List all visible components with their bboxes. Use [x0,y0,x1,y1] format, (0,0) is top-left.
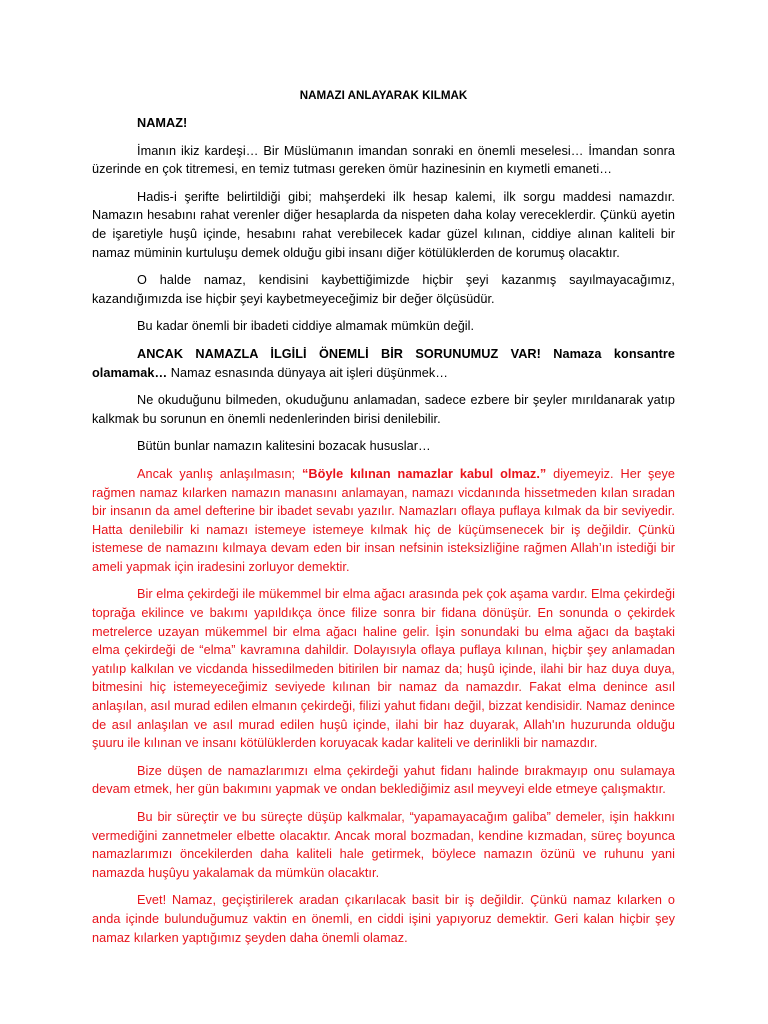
paragraph-5 [92,345,675,382]
section-heading: NAMAZ! [137,116,188,130]
paragraph-8-rest: diyemeyiz. Her şeye rağmen namaz kılarken namazın manasını anlamayan, namazı vicdanında hissetmeden kılan sıradan bir insanın da amel defterine bir ibadet sevabı yazılır. Namazları oflaya puflaya kılmak da bir seviyedir. Hatta denilebilir ki namazı istemeye istemeye kılmak hiç de küçümsenecek bir iş değildir. Çünkü istemese de namazını kılmaya devam eden bir insan nefsinin isteksizliğine rağmen Allah’ın istediği bir ameli yapmak için iradesini zorluyor demektir. [92,466,675,574]
paragraph-8 [92,465,675,577]
paragraph-11: Bu bir süreçtir ve bu süreçte düşüp kalkmalar, “yapamayacağım galiba” demeler, işin hakkını vermediğini zannetmeler elbette olacaktır. Ancak moral bozmadan, kendine kızmadan, süreç boyunca namazlarımızı öncekilerden daha kaliteli hale getirmek, böylece namazın özünü ve ruhunu yani namazda huşûyu yakalamak da mümkün olacaktır. [92,810,675,880]
problem-statement: ANCAK NAMAZLA İLGİLİ ÖNEMLİ BİR SORUNUMUZ VAR! Namaza konsantre olamamak… [92,346,675,380]
paragraph-9: Bir elma çekirdeği ile mükemmel bir elma ağacı arasında pek çok aşama vardır. Elma çekirdeği toprağa ekilince ve bakımı yapıldıkça önce filize sonra bir fidana dönüşür. En sonunda o çekirdek metrelerce uzayan mükemmel bir elma ağacı haline gelir. İşin sonundaki bu elma ağacı da baştaki elma çekirdeği de “elma” kavramına dahildir. Dolayısıyla oflaya puflaya kılınan, hiçbir şey anlamadan yatılıp kalkılan ve vicdanda hissedilmeden bitirilen bir namaz da; huşû içinde, ilahi bir haz duya duya, bitmesini hiç istemeyeceğimiz seviyede kılınan bir namaz da namazdır. Fakat elma denince asıl anlaşılan, asıl murad edilen elmanın çekirdeği, filizi yahut fidanı değil, bizzat kendisidir. Namaz denince de asıl anlaşılan ve asıl murad edilen huşû içinde, ilahi bir haz duyarak, Allah'ın huzurunda olduğu şuuru ile kılınan ve insanı kötülüklerden koruyacak kadar kaliteli ve derinlikli bir namazdır. [92,587,675,751]
document-title: NAMAZI ANLAYARAK KILMAK [299,89,468,102]
paragraph-8-start: Ancak yanlış anlaşılmasın; [137,466,303,481]
paragraph-6: Ne okuduğunu bilmeden, okuduğunu anlamadan, sadece ezbere bir şeyler mırıldanarak yatıp kalkmak bu sorunun en önemli nedenlerinden birisi denilebilir. [92,393,675,426]
paragraph-4: Bu kadar önemli bir ibadeti ciddiye almamak mümkün değil. [137,319,475,334]
paragraph-2: Hadis-i şerifte belirtildiği gibi; mahşerdeki ilk hesap kalemi, ilk sorgu maddesi namazdır. Namazın hesabını rahat verenler diğer hesaplarda da nispeten daha kolay vereceklerdir. Çünkü ayetin de işaretiyle huşû içinde, hesabını rahat verebilecek kadar güzel kılınan, ciddiye alınan kaliteli bir namaz müminin kurtuluşu demek olduğu gibi insanı diğer kötülüklerden de korumuş olacaktır. [92,189,675,260]
paragraph-7: Bütün bunlar namazın kalitesini bozacak hususlar… [137,439,431,454]
paragraph-5-rest: Namaz esnasında dünyaya ait işleri düşünmek… [167,365,449,380]
quoted-statement: “Böyle kılınan namazlar kabul olmaz.” [302,466,547,481]
paragraph-12: Evet! Namaz, geçiştirilerek aradan çıkarılacak basit bir iş değildir. Çünkü namaz kılarken o anda içinde bulunduğumuz vaktin en önemli, en ciddi işini yapıyoruz demektir. Geri kalan hiçbir şey namaz kılarken yaptığımız şeyden daha önemli olamaz. [92,893,675,945]
paragraph-10: Bize düşen de namazlarımızı elma çekirdeği yahut fidanı halinde bırakmayıp onu sulamaya devam etmek, her gün bakımını yapmak ve ondan beklediğimiz asıl meyveyi elde etmeye çalışmaktır. [92,763,675,797]
paragraph-1: İmanın ikiz kardeşi… Bir Müslümanın imandan sonraki en önemli meselesi… İmandan sonra üzerinde en çok titremesi, en temiz tutması gereken ömür hazinesinin en kıymetli emaneti… [92,143,675,177]
paragraph-3: O halde namaz, kendisini kaybettiğimizde hiçbir şeyi kazanmış sayılmayacağımız, kazandığımızda ise hiçbir şeyi kaybetmeyeceğimiz bir değer ölçüsüdür. [92,273,675,306]
